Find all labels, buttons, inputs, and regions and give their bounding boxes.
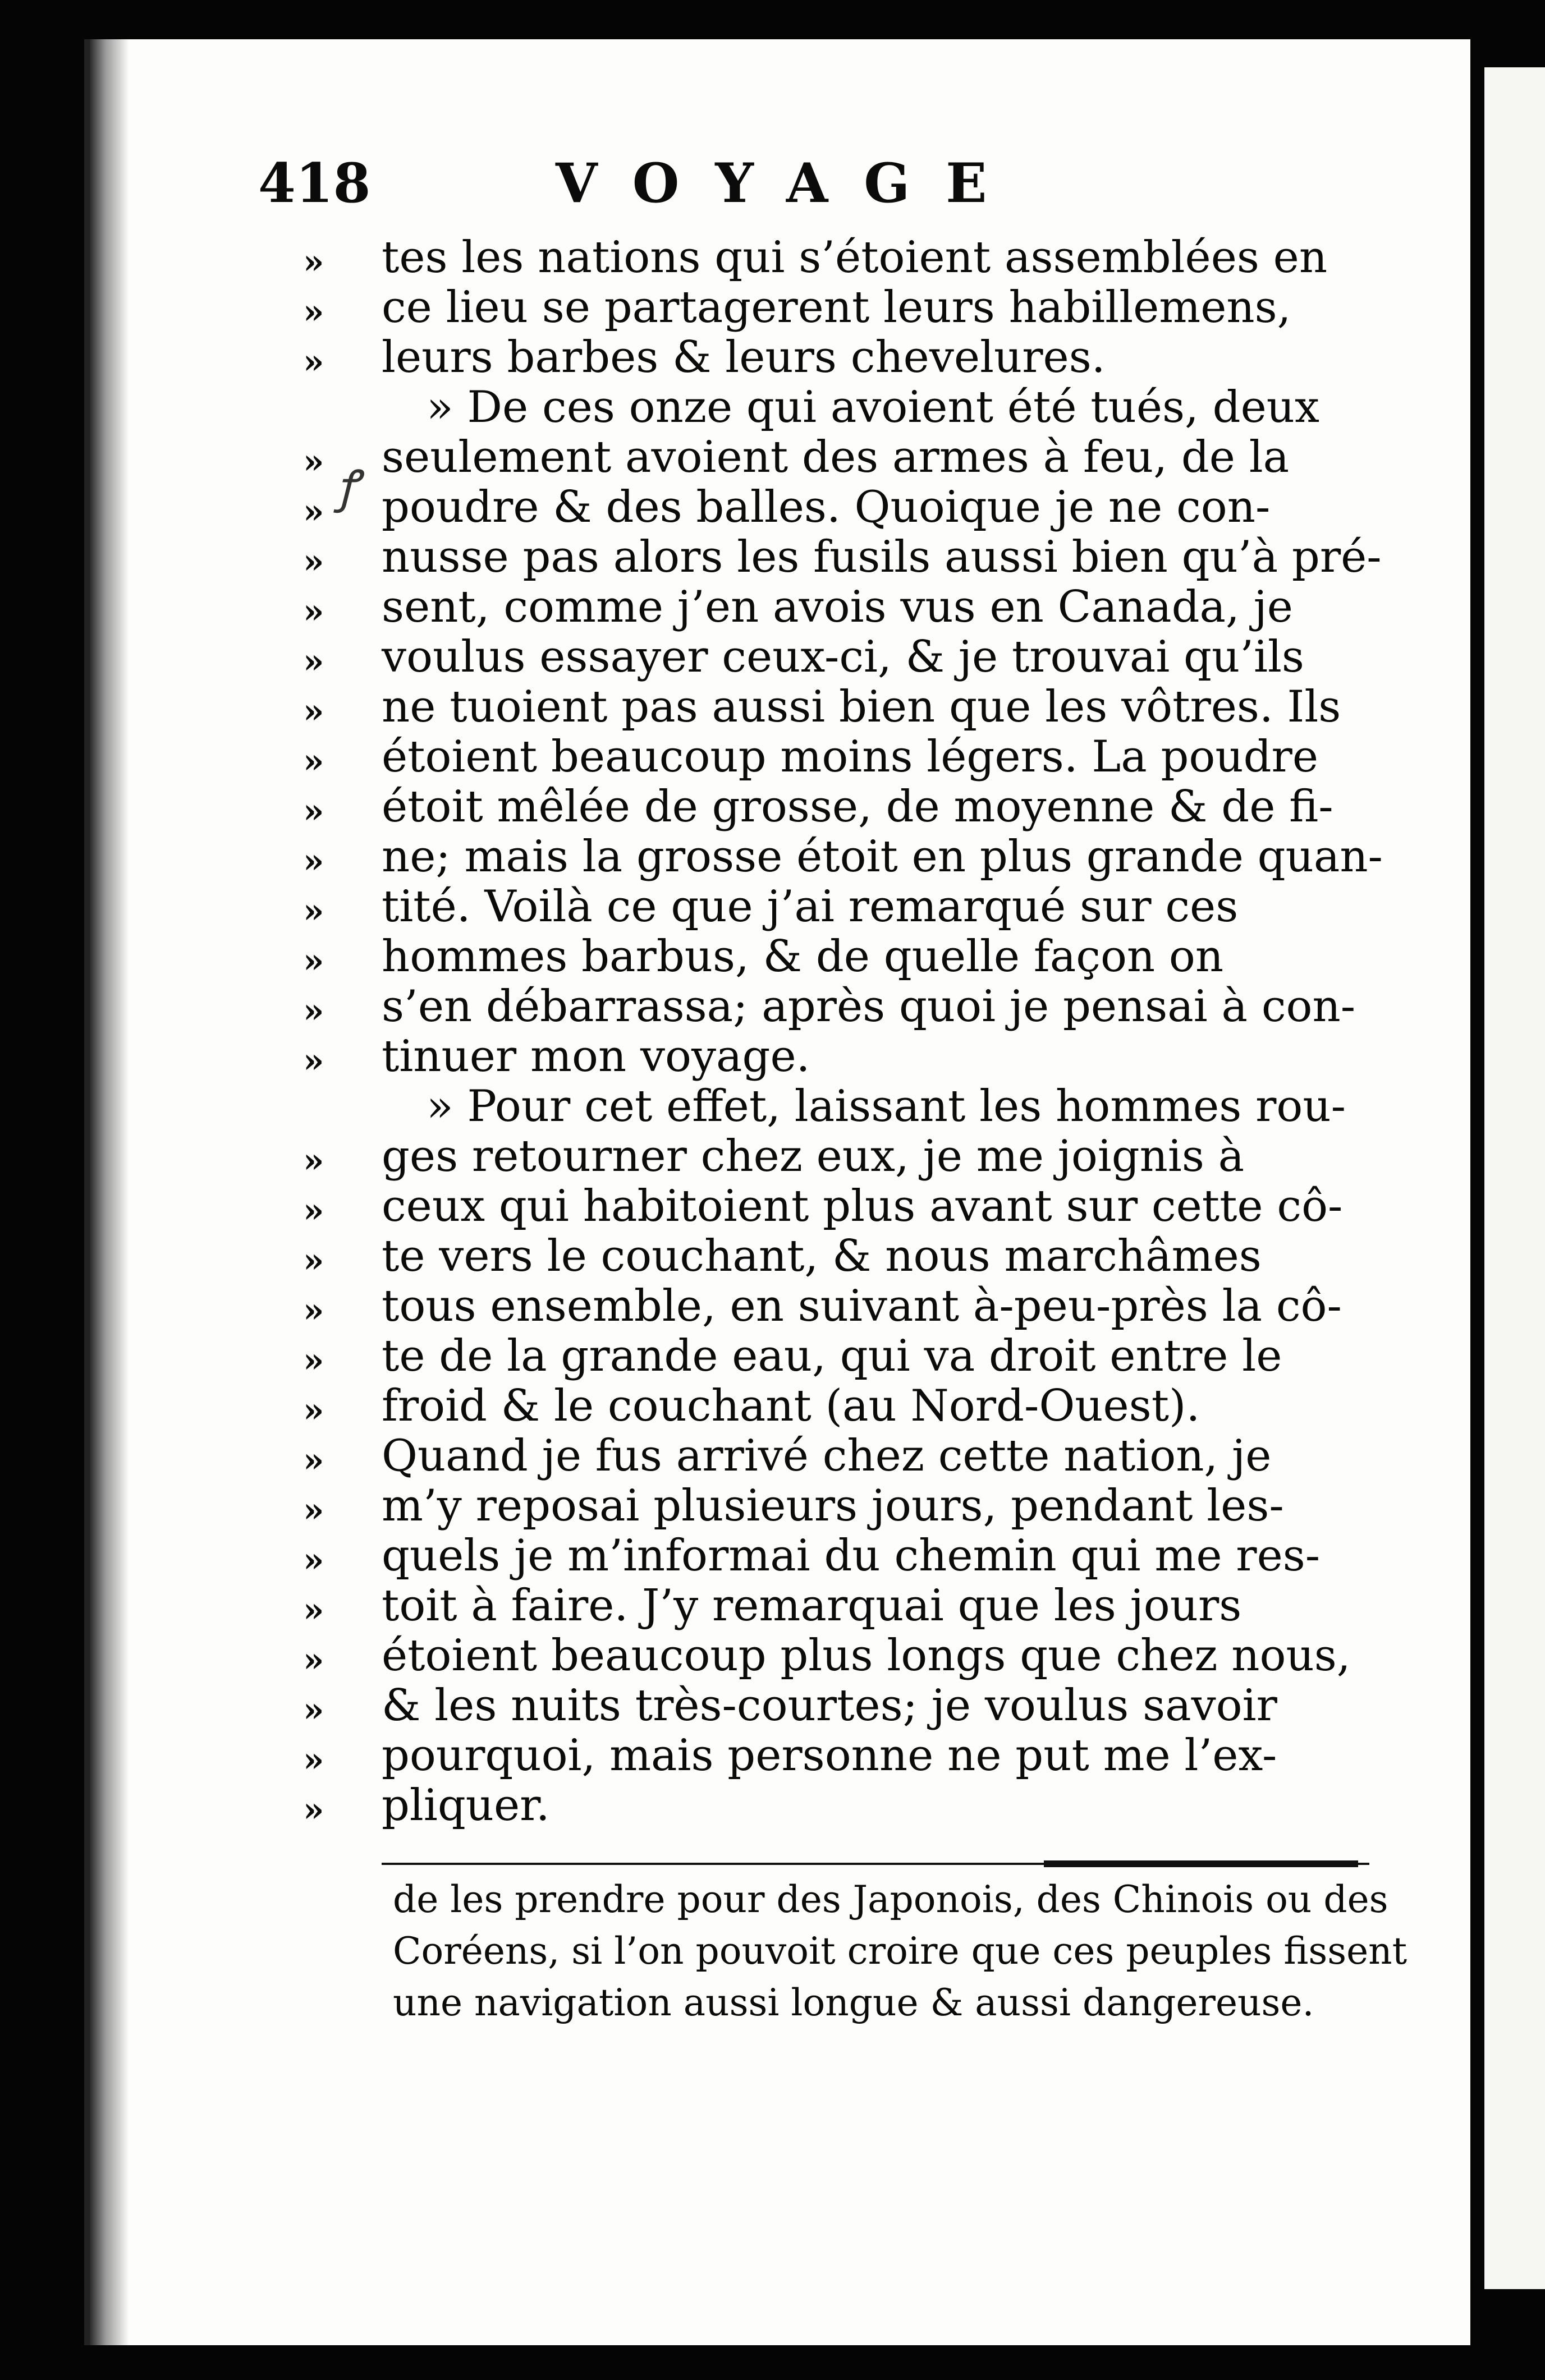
text-line xyxy=(303,682,1369,732)
text-line-content: étoient beaucoup moins légers. La poudre xyxy=(382,732,1319,782)
quote-mark: » xyxy=(303,1341,324,1380)
text-line-content: étoient beaucoup plus longs que chez nous, xyxy=(382,1630,1351,1681)
text-line xyxy=(303,782,1369,832)
text-line xyxy=(303,1281,1369,1331)
text-line xyxy=(303,1481,1369,1531)
text-line xyxy=(303,831,1383,882)
text-line xyxy=(303,1181,1369,1232)
text-line-content: tinuer mon voyage. xyxy=(382,1031,810,1082)
text-line-content: m’y reposai plusieurs jours, pendant les- xyxy=(382,1481,1284,1531)
quote-mark: » xyxy=(303,1790,324,1830)
text-line-content: toit à faire. J’y remarquai que les jours xyxy=(382,1580,1242,1631)
text-line-content: tous ensemble, en suivant à-peu-près la cô- xyxy=(382,1281,1342,1331)
text-line xyxy=(303,1680,1369,1731)
quote-mark: » xyxy=(303,1241,324,1280)
text-line-content: ges retourner chez eux, je me joignis à xyxy=(382,1131,1245,1182)
text-line-content: pliquer. xyxy=(382,1780,550,1831)
text-line xyxy=(382,383,1369,433)
text-line xyxy=(303,432,1369,483)
quote-mark: » xyxy=(303,1191,324,1230)
quote-mark: » xyxy=(303,1141,324,1180)
margin-annotation: ꝭ xyxy=(337,461,358,513)
text-line xyxy=(303,881,1369,932)
gutter-shadow xyxy=(90,39,129,2345)
quote-mark: » xyxy=(303,1641,324,1680)
text-line xyxy=(303,1730,1369,1781)
text-line-content: ceux qui habitoient plus avant sur cette cô- xyxy=(382,1181,1343,1232)
text-line xyxy=(303,1630,1369,1681)
text-line xyxy=(303,232,1369,283)
quote-mark: » xyxy=(303,542,324,581)
text-line xyxy=(303,482,1369,532)
quote-mark: » xyxy=(303,1391,324,1430)
quote-mark: » xyxy=(303,642,324,681)
text-line xyxy=(303,632,1369,682)
quote-mark: » xyxy=(303,941,324,981)
footnote-line: de les prendre pour des Japonois, des Chinois ou des xyxy=(393,1878,1388,1921)
text-line-content: froid & le couchant (au Nord-Ouest). xyxy=(382,1381,1200,1431)
footnote-rule-thick xyxy=(1044,1860,1358,1867)
text-line-content: poudre & des balles. Quoique je ne con- xyxy=(382,482,1271,532)
quote-mark: » xyxy=(303,991,324,1031)
quote-mark: » xyxy=(303,892,324,931)
text-line xyxy=(303,332,1369,383)
text-line xyxy=(303,981,1369,1032)
quote-mark: » xyxy=(303,792,324,831)
text-line xyxy=(303,1331,1369,1381)
quote-mark: » xyxy=(303,492,324,531)
quote-mark: » xyxy=(303,1740,324,1780)
quote-mark: » xyxy=(303,692,324,731)
text-line xyxy=(303,1381,1369,1431)
text-line-content: ne tuoient pas aussi bien que les vôtres. Ils xyxy=(382,682,1341,732)
running-head xyxy=(258,151,1324,230)
footnote-line: Coréens, si l’on pouvoit croire que ces peuples fissent xyxy=(393,1929,1408,1973)
quote-mark: » xyxy=(303,342,324,382)
text-line xyxy=(382,1082,1369,1132)
text-line-content: » De ces onze qui avoient été tués, deux xyxy=(427,382,1319,433)
quote-mark: » xyxy=(303,592,324,631)
quote-mark: » xyxy=(303,442,324,481)
text-line-content: & les nuits très-courtes; je voulus savoir xyxy=(382,1680,1277,1731)
facing-page-edge xyxy=(1484,67,1545,2289)
text-line xyxy=(303,282,1369,333)
text-line-content: hommes barbus, & de quelle façon on xyxy=(382,931,1224,982)
main-text xyxy=(303,232,1383,1831)
footnote xyxy=(393,1874,1408,2029)
text-line-content: nusse pas alors les fusils aussi bien qu’à pré- xyxy=(382,532,1382,582)
text-line-content: quels je m’informai du chemin qui me res- xyxy=(382,1531,1321,1581)
text-line-content: seulement avoient des armes à feu, de la xyxy=(382,432,1290,483)
text-line xyxy=(303,1431,1369,1481)
quote-mark: » xyxy=(303,1690,324,1730)
text-line xyxy=(303,1131,1369,1182)
quote-mark: » xyxy=(303,1441,324,1480)
text-line-content: te de la grande eau, qui va droit entre le xyxy=(382,1331,1282,1381)
text-line-content: ne; mais la grosse étoit en plus grande quan- xyxy=(382,831,1383,882)
quote-mark: » xyxy=(303,1541,324,1580)
text-line-content: s’en débarrassa; après quoi je pensai à con- xyxy=(382,981,1356,1032)
text-line-content: » Pour cet effet, laissant les hommes rou- xyxy=(427,1081,1346,1132)
text-line xyxy=(303,1531,1369,1581)
text-line-content: te vers le couchant, & nous marchâmes xyxy=(382,1231,1262,1281)
text-line xyxy=(303,1580,1369,1631)
quote-mark: » xyxy=(303,242,324,282)
quote-mark: » xyxy=(303,292,324,332)
running-title: VOYAGE xyxy=(556,151,1023,215)
text-line-content: sent, comme j’en avois vus en Canada, je xyxy=(382,582,1293,632)
text-line-content: leurs barbes & leurs chevelures. xyxy=(382,332,1106,383)
page-number: 418 xyxy=(258,151,371,215)
text-line xyxy=(303,1031,1369,1082)
text-line-content: étoit mêlée de grosse, de moyenne & de fi- xyxy=(382,782,1333,832)
footnote-line: une navigation aussi longue & aussi dangereuse. xyxy=(393,1981,1314,2024)
text-line-content: voulus essayer ceux-ci, & je trouvai qu’ils xyxy=(382,632,1304,682)
text-line xyxy=(303,582,1369,632)
quote-mark: » xyxy=(303,1041,324,1081)
text-line-content: Quand je fus arrivé chez cette nation, je xyxy=(382,1431,1272,1481)
text-line-content: pourquoi, mais personne ne put me l’ex- xyxy=(382,1730,1277,1781)
text-line xyxy=(303,732,1369,782)
quote-mark: » xyxy=(303,842,324,881)
text-line-content: tes les nations qui s’étoient assemblées en xyxy=(382,232,1328,283)
text-line-content: ce lieu se partagerent leurs habillemens, xyxy=(382,282,1291,333)
quote-mark: » xyxy=(303,742,324,781)
quote-mark: » xyxy=(303,1291,324,1330)
text-line xyxy=(303,1780,1369,1831)
quote-mark: » xyxy=(303,1491,324,1530)
text-line-content: tité. Voilà ce que j’ai remarqué sur ces xyxy=(382,881,1239,932)
quote-mark: » xyxy=(303,1591,324,1630)
text-line xyxy=(303,1231,1369,1281)
text-line xyxy=(303,931,1369,982)
text-line xyxy=(303,532,1382,582)
